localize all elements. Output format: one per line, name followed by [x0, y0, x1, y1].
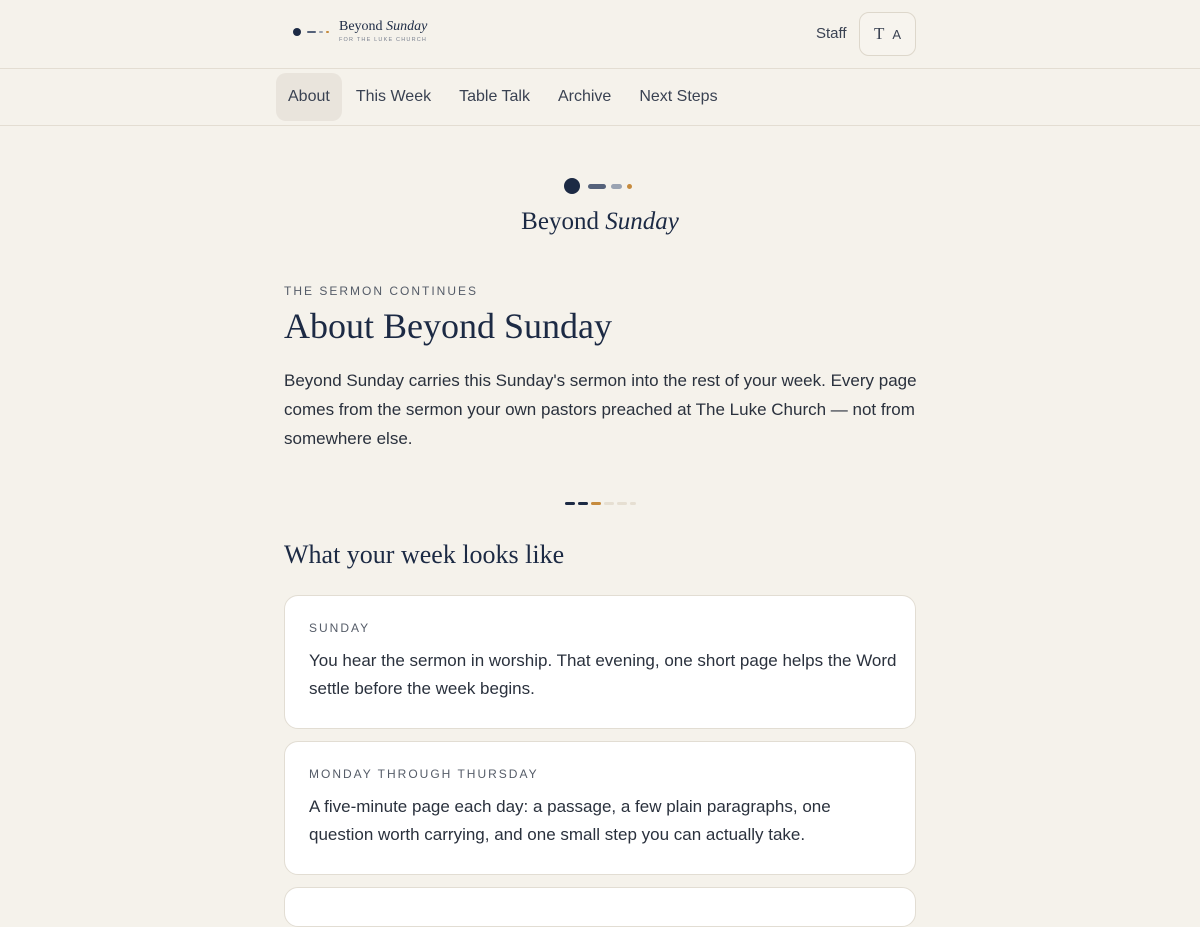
- week-card-weekdays: [284, 741, 916, 875]
- brand-name: Beyond Sunday: [339, 19, 428, 34]
- section-title: What your week looks like: [284, 540, 565, 569]
- text-size-icon: T: [873, 24, 885, 43]
- nav-items: [276, 73, 732, 121]
- text-size-button[interactable]: [859, 12, 916, 56]
- brand-mark-icon: [293, 28, 329, 36]
- eyebrow-label: THE SERMON CONTINUES: [284, 284, 479, 298]
- card-body: You hear the sermon in worship. That evening, one short page helps the Word settle before the week begins.: [309, 651, 897, 698]
- text-size-label: A: [892, 26, 902, 42]
- card-label: SUNDAY: [309, 621, 371, 635]
- top-bar: [0, 0, 1200, 69]
- nav-item-about[interactable]: About: [276, 73, 342, 121]
- nav-item-archive[interactable]: Archive: [557, 88, 612, 105]
- nav-item-this-week[interactable]: This Week: [355, 88, 432, 105]
- week-card-partial: [284, 887, 916, 927]
- week-card-sunday: [284, 595, 916, 729]
- brand-text: [339, 20, 427, 44]
- main-nav: [0, 69, 1200, 126]
- card-label: MONDAY THROUGH THURSDAY: [309, 767, 539, 781]
- nav-item-next-steps[interactable]: Next Steps: [639, 88, 718, 105]
- staff-link[interactable]: Staff: [816, 25, 847, 42]
- brand-logo[interactable]: [293, 20, 427, 44]
- card-body: A five-minute page each day: a passage, a few plain paragraphs, one question worth carrying, and one small step you can actually take.: [309, 797, 831, 844]
- hero-mark-icon: [564, 178, 632, 194]
- intro-paragraph: Beyond Sunday carries this Sunday's sermon into the rest of your week. Every page comes from the sermon your own pastors preached at The Luke Church — not from somewhere else.: [284, 371, 917, 448]
- brand-subtitle: FOR THE LUKE CHURCH: [339, 37, 428, 43]
- page-title: About Beyond Sunday: [284, 306, 612, 346]
- section-divider: [565, 502, 636, 505]
- hero-title: Beyond Sunday: [521, 208, 679, 235]
- nav-item-table-talk[interactable]: Table Talk: [459, 88, 530, 105]
